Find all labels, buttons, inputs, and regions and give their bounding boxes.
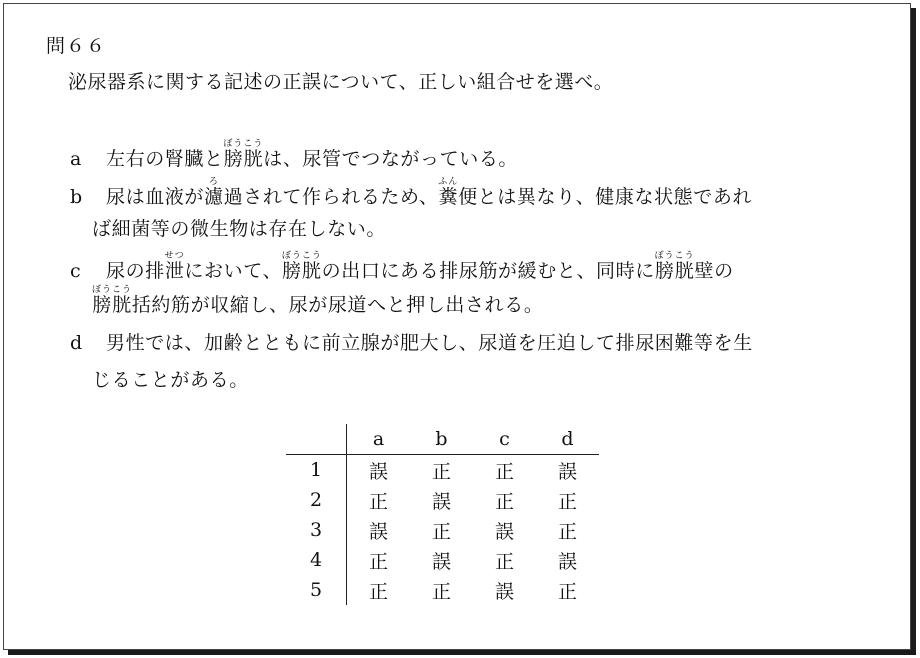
column-header: b: [410, 424, 473, 455]
table-cell: 誤: [557, 460, 577, 483]
ruby-word: 膀胱ぼうこう: [654, 251, 695, 282]
table-cell: 正: [494, 550, 514, 573]
column-header: a: [347, 424, 411, 455]
statement-b-continued: ば細菌等の微生物は存在しない。: [92, 218, 387, 240]
statement-label: a: [70, 148, 82, 170]
table-cell: 正: [368, 580, 388, 603]
table-cell: 誤: [494, 580, 514, 603]
column-header: c: [473, 424, 536, 455]
table-row: [286, 455, 599, 486]
statement-a: a 左右の腎臓と膀胱ぼうこうは、尿管でつながっている。: [70, 139, 519, 170]
option-number: 4: [286, 545, 347, 575]
ruby-word: 膀胱ぼうこう: [92, 285, 133, 316]
table-cell: 正: [557, 490, 577, 513]
statement-c-continued: 膀胱ぼうこう括約筋が収縮し、尿が尿道へと押し出される。: [92, 285, 544, 316]
table-cell: 誤: [431, 490, 451, 513]
table-row: [286, 515, 599, 545]
table-cell: 正: [368, 550, 388, 573]
table-header-row: [286, 424, 599, 455]
ruby-word: 膀胱ぼうこう: [281, 251, 322, 282]
option-number: 1: [286, 455, 347, 486]
table-cell: 正: [368, 490, 388, 513]
table-row: [286, 545, 599, 575]
table-cell: 正: [494, 490, 514, 513]
table-cell: 誤: [557, 550, 577, 573]
table-corner: [286, 424, 347, 455]
table-cell: 正: [431, 580, 451, 603]
table-cell: 誤: [494, 520, 514, 543]
table-cell: 正: [431, 460, 451, 483]
statement-b: b 尿は血液が濾ろ過されて作られるため、糞ふん便とは異なり、健康な状態であれ: [70, 177, 753, 208]
table-cell: 正: [557, 520, 577, 543]
ruby-word: 濾ろ: [204, 177, 224, 208]
table-row: [286, 575, 599, 605]
ruby-word: 泄せつ: [164, 251, 185, 282]
ruby-word: 膀胱ぼうこう: [223, 139, 264, 170]
ruby-word: 糞ふん: [438, 177, 459, 208]
statement-label: d: [70, 332, 83, 354]
table-cell: 誤: [431, 550, 451, 573]
statement-d: d 男性では、加齢とともに前立腺が肥大し、尿道を圧迫して排尿困難等を生: [70, 332, 753, 354]
statement-d-continued: じることがある。: [92, 369, 249, 391]
table-cell: 正: [557, 580, 577, 603]
option-number: 3: [286, 515, 347, 545]
statement-c: c 尿の排泄せつにおいて、膀胱ぼうこうの出口にある排尿筋が緩むと、同時に膀胱ぼうこう壁の: [70, 251, 734, 282]
statement-label: b: [70, 186, 83, 208]
table-cell: 正: [431, 520, 451, 543]
table-cell: 誤: [368, 460, 388, 483]
option-number: 5: [286, 575, 347, 605]
statement-label: c: [70, 260, 82, 282]
table-cell: 誤: [368, 520, 388, 543]
table-cell: 正: [494, 460, 514, 483]
question-number: 問６６: [46, 35, 107, 57]
column-header: d: [536, 424, 599, 455]
table-row: [286, 485, 599, 515]
option-number: 2: [286, 485, 347, 515]
answer-table: [286, 424, 599, 605]
question-stem: 泌尿器系に関する記述の正誤について、正しい組合せを選べ。: [68, 71, 614, 93]
